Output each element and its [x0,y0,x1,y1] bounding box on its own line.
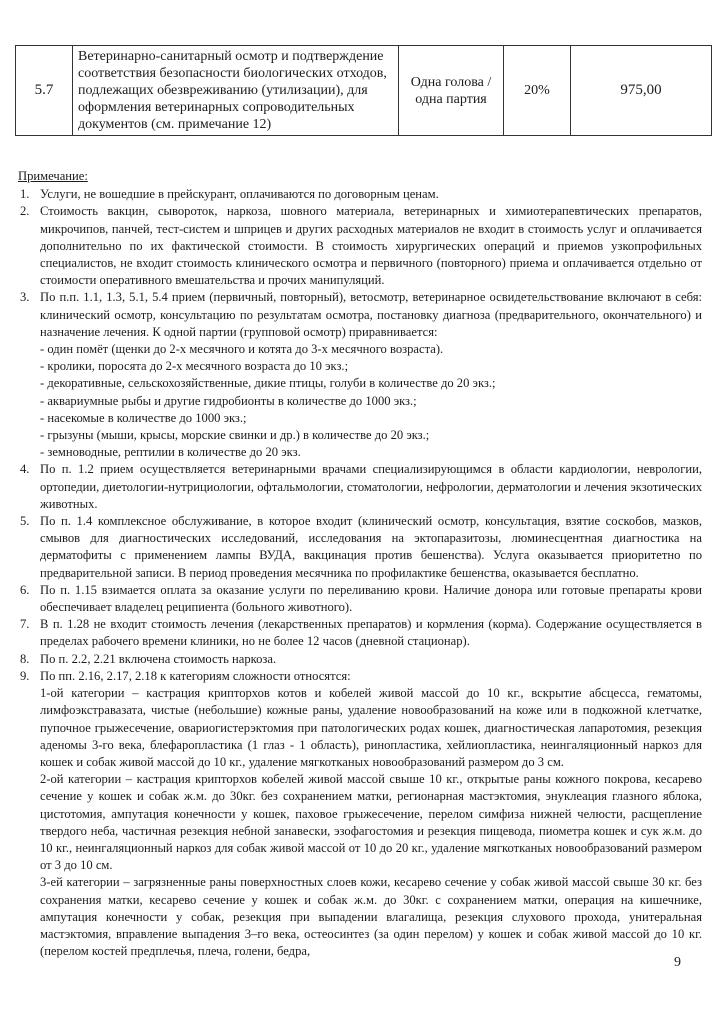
percent-value: 20% [504,46,571,136]
notes-title: Примечание: [18,169,88,183]
category-paragraph: 3-ей категории – загрязненные раны поверхностных слоев кожи, кесарево сечение у собак живой массой свыше 30 кг. без сохранения матки, кесарево сечение у кошек и собак ж.м. до 30кг. с сохранением матки, операция на кишечнике, ампутация конечности у собак, резекция при выпадении влагалища, резекция слухового прохода, унитеральная мастэктомия, вправление выпадения 3–го века, остеосинтез (за один перелом) у кошек и собак живой массой до 10 кг. (перелом костей предплечья, плеча, голени, бедра, [40,875,702,959]
group-list-item: - аквариумные рыбы и другие гидробионты в количестве до 1000 экз.; [40,393,417,408]
note-text: По п. 1.15 взимается оплата за оказание услуги по переливанию крови. Наличие донора или готовые препараты крови обеспечивает владелец реципиента (больного животного). [40,582,702,615]
service-name: Ветеринарно-санитарный осмотр и подтверждение соответствия безопасности биологических отходов, подлежащих обезвреживанию (утилизации), для оформления ветеринарных сопроводительных документов (см. примечание 12) [73,46,399,136]
row-number: 5.7 [16,46,73,136]
note-text: По п. 2.2, 2.21 включена стоимость наркоза. [40,651,277,666]
note-item [18,461,702,513]
note-item [18,582,702,616]
unit-of-measure: Одна голова / одна партия [399,46,504,136]
category-paragraph: 1-ой категории – кастрация крипторхов котов и кобелей живой массой до 10 кг., вскрытие абсцесса, гематомы, лимфоэкстравазата, чистые (небольшие) кожные раны, удаление новообразований на коже или в подкожной клетчатке, пупочное грыжесечение, овариогистерэктомия при патологических родах кошек, диагностическая лапаротомия, резекция аденомы 3-го века, блефаропластика (1 глаз - 1 область), ринопластика, хейлиопластика, неингаляционный наркоз для кошек и собак живой массой до 10 кг., удаление мягкотканых новообразований размером до 3 см. [40,686,702,769]
price-table [15,45,712,136]
note-item [18,651,702,668]
note-item [18,203,702,289]
note-text: Услуги, не вошедшие в прейскурант, оплачиваются по договорным ценам. [40,187,439,202]
group-list-item: - грызуны (мыши, крысы, морские свинки и др.) в количестве до 20 экз.; [40,428,430,443]
note-number: 1. [20,187,30,202]
note-number: 5. [20,514,30,529]
note-item [18,513,702,582]
note-text: Стоимость вакцин, сывороток, наркоза, шовного материала, ветеринарных и химиотерапевтических препаратов, микрочипов, панчей, тест-систем и шприцев и других расходных материалов не входит в стоимость услуг и оплачивается дополнительно по их фактической стоимости. В стоимость хирургических операций и приемов узкопрофильных специалистов, не входит стоимость клинического осмотра и первичного (повторного) приема и оплачивается отдельно от стоимости оперативного вмешательства и прочих манипуляций. [40,204,702,288]
note-number: 8. [20,651,30,666]
note-number: 7. [20,617,30,632]
note-number: 2. [20,204,30,219]
note-item [18,186,702,203]
price-value: 975,00 [571,46,712,136]
group-list-item: - земноводные, рептилии в количестве до 20 экз. [40,445,301,460]
note-item [18,289,702,461]
note-number: 9. [20,668,30,683]
group-list-item: - декоративные, сельскохозяйственные, дикие птицы, голуби в количестве до 20 экз.; [40,376,496,391]
note-item [18,616,702,650]
note-number: 3. [20,290,30,305]
note-text: По п.п. 1.1, 1.3, 5.1, 5.4 прием (первичный, повторный), ветосмотр, ветеринарное освидетельствование включают в себя: клинический осмотр, консультацию по результатам осмотра, постановку диагноза (предварительного, окончательного) и назначение лечения. К одной партии (групповой осмотр) приравнивается: [40,290,702,339]
note-item [18,668,702,960]
group-list-item: - один помёт (щенки до 2-х месячного и котята до 3-х месячного возраста). [40,342,444,357]
note-text: По п. 1.2 прием осуществляется ветеринарными врачами специализирующимся в области кардиологии, неврологии, ортопедии, диетологии-нутрициологии, офтальмологии, стоматологии, нефрологии, дерматологии и лечения экзотических животных. [40,462,702,511]
group-list-item: - насекомые в количестве до 1000 экз.; [40,410,247,425]
notes-section [18,168,702,960]
note-text: По п. 1.4 комплексное обслуживание, в которое входит (клинический осмотр, консультация, взятие соскобов, мазков, смывов для диагностических исследований, исследования на эктопаразитозы, люминесцентная диагностика на дерматофиты с применением лампы ВУДА, вакцинация против бешенства). Услуга оказывается приоритетно по предварительной записи. В период проведения месячника по профилактике бешенства, оказывается бесплатно. [40,514,702,580]
category-paragraph: 2-ой категории – кастрация крипторхов кобелей живой массой свыше 10 кг., открытые раны кожного покрова, кесарево сечение у кошек и собак ж.м. до 30кг. без сохранением матки, регионарная мастэктомия, энуклеация глазного яблока, цистотомия, ампутация конечности у кошек, паховое грыжесечение, перелом симфиза нижней челюсти, расщепление твердого неба, частичная резекция небной занавески, эзофагостомия и резекция пищевода, пиометра кошек и сук ж.м. до 10 кг., неингаляционный наркоз для собак живой массой от 10 до 20 кг., удаление мягкотканых новообразований размером от 3 до 10 см. [40,772,702,873]
note-text: В п. 1.28 не входит стоимость лечения (лекарственных препаратов) и кормления (корма). Содержание осуществляется в пределах рабочего времени клиники, но не более 12 часов (дневной стационар). [40,617,702,649]
group-list-item: - кролики, поросята до 2-х месячного возраста до 10 экз.; [40,359,349,374]
note-text: По пп. 2.16, 2.17, 2.18 к категориям сложности относятся: [40,668,351,683]
page-number: 9 [674,955,681,970]
note-number: 4. [20,462,30,477]
notes-list [18,186,702,960]
note-number: 6. [20,582,30,597]
table-row [16,46,712,136]
